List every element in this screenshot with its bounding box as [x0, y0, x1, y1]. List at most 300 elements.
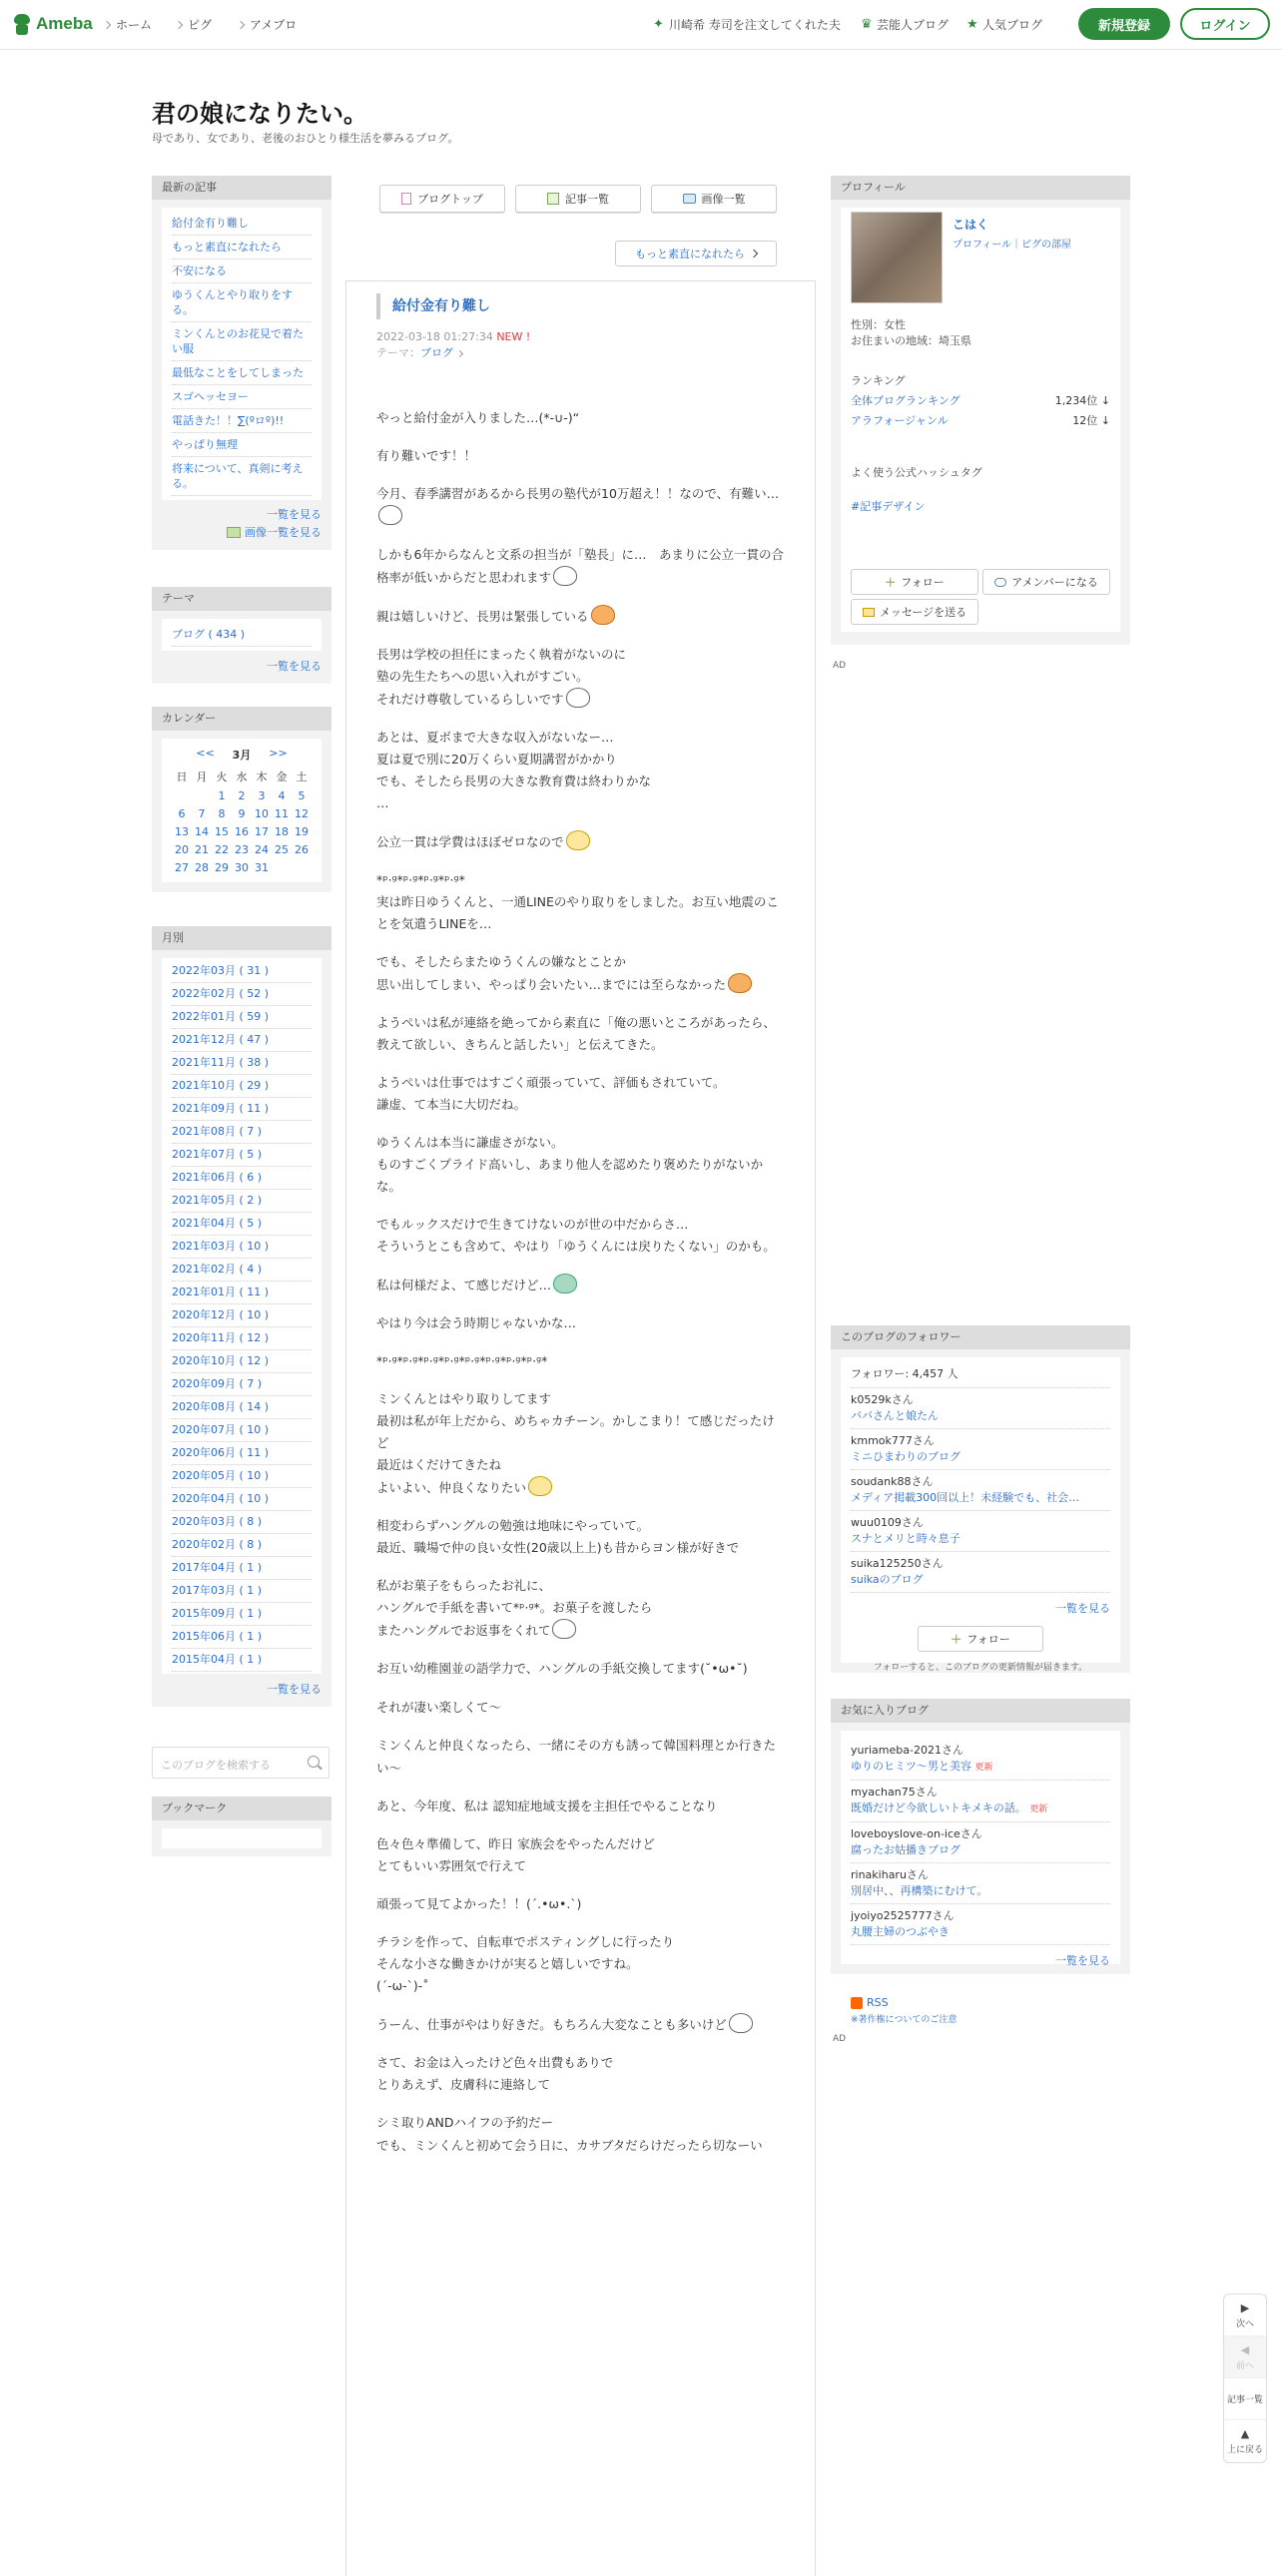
- next-article-button[interactable]: [615, 241, 777, 266]
- logo-text: Ameba: [36, 14, 93, 33]
- message-label: メッセージを送る: [879, 606, 967, 619]
- month-archive-link[interactable]: 2021年07月 ( 5 ): [172, 1144, 312, 1167]
- article: [345, 280, 816, 2576]
- month-archive-link[interactable]: 2020年02月 ( 8 ): [172, 1534, 312, 1557]
- profile-sex: 性別：女性: [851, 318, 906, 331]
- article-paragraph: [376, 407, 785, 429]
- next-article-label: もっと素直になれたら: [635, 248, 745, 260]
- favorite-item: [851, 1904, 1110, 1945]
- follower-user: suika125250さん: [851, 1557, 944, 1570]
- nav-home[interactable]: [104, 16, 152, 33]
- image-list-label: 画像一覧を見る: [245, 526, 321, 539]
- emoji-icon: [403, 1757, 417, 1777]
- profile-area: お住まいの地域：埼玉県: [851, 334, 971, 347]
- month-archive-link[interactable]: 2020年10月 ( 12 ): [172, 1350, 312, 1373]
- nav-pigg-label: ピグ: [188, 18, 213, 32]
- calendar-day[interactable]: 11: [275, 807, 289, 820]
- favorite-blog-link[interactable]: ゆりのヒミツ〜男と美容: [851, 1760, 971, 1773]
- camera-icon: [683, 194, 696, 204]
- follower-list: [851, 1388, 1110, 1593]
- month-archive-link[interactable]: 2021年08月 ( 7 ): [172, 1121, 312, 1144]
- paragraph-text: あとは、夏ボまで大きな収入がないなー… 夏は夏で別に20万くらい夏期講習がかかり でも、そしたら長男の大きな教育費は終わりかな …: [376, 730, 652, 810]
- recent-post-link[interactable]: もっと素直になれたら: [172, 236, 312, 259]
- follow-note: フォローすると、このブログの更新情報が届きます。: [873, 1663, 1088, 1673]
- image-list-link[interactable]: [162, 522, 321, 540]
- rank-genre-value: 12位 ↓: [1072, 414, 1110, 427]
- profile-box: [831, 176, 1130, 645]
- article-theme-link[interactable]: ブログ: [420, 346, 453, 359]
- updated-badge: 更新: [974, 1763, 993, 1773]
- article-list-shortcut[interactable]: [1224, 2378, 1266, 2420]
- paragraph-text: お互い幼稚園並の語学力で、ハングルの手紙交換してます(˘•ω•˘): [376, 1661, 748, 1676]
- global-header: [0, 0, 1282, 50]
- profile-follow-button[interactable]: [851, 569, 978, 595]
- favorite-blog-link[interactable]: 既婚だけど今欲しいトキメキの話。: [851, 1802, 1026, 1814]
- paragraph-text: ゆうくんは本当に謙虚さがない。 ものすごくプライド高いし、あまり他人を認めたり褒めたりがないかな。: [376, 1135, 764, 1194]
- calendar-day[interactable]: 17: [255, 825, 269, 838]
- paragraph-text: ようぺいは仕事ではすごく頑張っていて、評価もされていて。 謙虚、て本当に大切だね。: [376, 1075, 726, 1112]
- celeb-blog-label: 芸能人ブログ: [877, 18, 950, 32]
- back-icon: ◀: [1240, 2342, 1250, 2356]
- nav-ameblo-label: アメブロ: [250, 18, 298, 32]
- paragraph-text: ようぺいは私が連絡を絶ってから素直に「俺の悪いところがあったら、教えて欲しい、きちんと話したい」と伝えてきた。: [376, 1015, 776, 1052]
- rss-label: RSS: [867, 1996, 889, 2009]
- paragraph-text: 長男は学校の担任にまったく執着がないのに 塾の先生たちへの思い入れがすごい。 それだけ尊敬しているらしいです: [376, 647, 627, 707]
- recent-post-link[interactable]: 将来について、真剣に考える。: [172, 457, 312, 496]
- recent-post-link[interactable]: やっぱり無理: [172, 433, 312, 457]
- emoji-icon: [378, 505, 402, 525]
- favorites-heading: お気に入りブログ: [831, 1699, 1130, 1723]
- paragraph-text: それが凄い楽しくて〜: [376, 1700, 502, 1715]
- amember-icon: [994, 578, 1006, 587]
- emoji-icon: [566, 830, 590, 850]
- calendar-day[interactable]: 23: [235, 843, 249, 856]
- paragraph-text: ミンくんとはやり取りしてます 最初は私が年上だから、めちゃカチーン。かしこまり！て感じだったけど 最近はくだけてきたね よいよい、仲良くなりたい: [376, 1391, 775, 1495]
- article-paragraph: [376, 1735, 785, 1780]
- calendar-day[interactable]: 20: [175, 843, 189, 856]
- paragraph-text: 親は嬉しいけど、長男は緊張している: [376, 609, 589, 624]
- month-archive-link[interactable]: 2022年03月 ( 31 ): [172, 960, 312, 983]
- play-icon: ▶: [1240, 2301, 1250, 2315]
- month-archive-link[interactable]: 2021年06月 ( 6 ): [172, 1167, 312, 1190]
- article-paragraph: [376, 1274, 785, 1296]
- calendar-next[interactable]: >>: [269, 747, 288, 760]
- month-archive-link[interactable]: 2020年11月 ( 12 ): [172, 1327, 312, 1350]
- next-post-button[interactable]: [1224, 2295, 1266, 2336]
- rank-overall: [851, 391, 1110, 411]
- calendar-day[interactable]: 4: [278, 789, 286, 802]
- paragraph-text: 相変わらずハングルの勉強は地味にやっていて。 最近、職場で仲の良い女性(20歳以上上)も昔からヨン様が好きで: [376, 1518, 740, 1555]
- chevron-right-icon: [175, 20, 183, 28]
- follow-label: フォロー: [901, 576, 945, 589]
- paragraph-text: しかも6年からなんと文系の担当が「塾長」に… あまりに公立一貫の合格率が低いからだと思われます: [376, 547, 784, 585]
- nav-home-label: ホーム: [116, 18, 153, 32]
- calendar-day[interactable]: 12: [295, 807, 309, 820]
- nav-ameblo[interactable]: [238, 16, 297, 33]
- favorite-user: loveboyslove-on-iceさん: [851, 1827, 982, 1840]
- calendar-prev[interactable]: <<: [196, 747, 215, 760]
- recent-post-link[interactable]: ミンくんとのお花見で着たい服: [172, 322, 312, 361]
- article-paragraph: [376, 2013, 785, 2036]
- hashtag-link[interactable]: #記事デザイン: [851, 500, 926, 513]
- favorite-blog-link[interactable]: 丸腰主婦のつぶやき: [851, 1925, 950, 1938]
- plus-icon: ＋: [885, 576, 897, 589]
- month-archive-link[interactable]: 2021年05月 ( 2 ): [172, 1190, 312, 1213]
- calendar-day[interactable]: 9: [238, 807, 246, 820]
- month-archive-link[interactable]: 2021年03月 ( 10 ): [172, 1236, 312, 1259]
- article-paragraph: [376, 1696, 785, 1719]
- paragraph-text: 頑張って見てよかった！！(´.•ω•.`): [376, 1896, 582, 1911]
- calendar-day[interactable]: 7: [198, 807, 206, 820]
- article-paragraph: [376, 544, 785, 589]
- paragraph-text: *ᵖ·ᵍ*ᵖ·ᵍ*ᵖ·ᵍ*ᵖ·ᵍ* 実は昨日ゆうくんと、一通LINEのやり取りをしました。お互い地震のことを気遣うLINEを…: [376, 872, 779, 931]
- follower-item: [851, 1429, 1110, 1470]
- favorite-user: yuriameba-2021さん: [851, 1744, 963, 1757]
- paragraph-text: 私がお菓子をもらったお礼に、 ハングルで手紙を書いて*ᵖ·ᵍ*。お菓子を渡したら またハングルでお返事をくれて: [376, 1578, 653, 1638]
- favorite-blog-link[interactable]: 別居中、、再構築にむけて。: [851, 1884, 988, 1897]
- list-label: 記事一覧: [1226, 2395, 1263, 2405]
- article-paragraph: [376, 1012, 785, 1056]
- sparkle-icon: ✦: [653, 16, 664, 32]
- calendar-day[interactable]: 30: [235, 861, 249, 874]
- up-arrow-icon: ▲: [1240, 2427, 1250, 2440]
- month-archive-link[interactable]: 2020年03月 ( 8 ): [172, 1511, 312, 1534]
- trend-link-label: 川崎希 寿司を注文してくれた夫: [669, 18, 841, 32]
- prev-post-button[interactable]: [1224, 2336, 1266, 2378]
- calendar-day[interactable]: 21: [195, 843, 209, 856]
- theme-item[interactable]: ブログ ( 434 ): [172, 623, 312, 647]
- list-icon: [547, 193, 559, 205]
- article-paragraph: [376, 605, 785, 628]
- follow-button-label: フォロー: [966, 1633, 1010, 1646]
- emoji-icon: [728, 973, 752, 993]
- calendar-weekday: 土: [296, 771, 308, 783]
- calendar-day[interactable]: 24: [255, 843, 269, 856]
- calendar-weekday: 金: [276, 771, 288, 783]
- calendar-weekday: 火: [216, 771, 228, 783]
- rss-link[interactable]: [851, 1996, 889, 2009]
- follower-count: フォロワー: 4,457 人: [851, 1365, 1110, 1388]
- calendar-day[interactable]: 19: [295, 825, 309, 838]
- recent-post-link[interactable]: スゴヘッセヨー: [172, 385, 312, 409]
- follower-blog-link[interactable]: ミニひまわりのブログ: [851, 1450, 961, 1463]
- month-archive-link[interactable]: 2015年09月 ( 1 ): [172, 1603, 312, 1626]
- paragraph-text: でもルックスだけで生きてけないのが世の中だからさ… そういうとこも含めて、やはり「ゆうくんには戻りたくない」のかも。: [376, 1217, 776, 1254]
- favorite-item: [851, 1781, 1110, 1822]
- article-body: [376, 407, 785, 2157]
- favorites-list: [851, 1739, 1110, 1945]
- paragraph-text: ミンくんと仲良くなったら、一緒にその方も誘って韓国料理とか行きたい〜: [376, 1738, 777, 1776]
- bookmark-box: [152, 1797, 331, 1856]
- favorite-item: [851, 1822, 1110, 1863]
- ranking-heading: ランキング: [851, 374, 906, 387]
- paragraph-text: あと、今年度、私は 認知症地域支援を主担任でやることなり: [376, 1799, 718, 1813]
- frog-logo-icon: [12, 12, 32, 36]
- prev-label: 前へ: [1235, 2360, 1254, 2371]
- favorite-blog-row: [851, 1883, 1110, 1899]
- calendar-day[interactable]: 13: [175, 825, 189, 838]
- follower-blog-link[interactable]: メディア掲載300回以上！未経験でも、社会…: [851, 1491, 1080, 1504]
- followers-more-link[interactable]: 一覧を見る: [1055, 1602, 1110, 1615]
- follower-blog-link[interactable]: ババさんと娘たん: [851, 1409, 939, 1422]
- article-paragraph: [376, 1658, 785, 1680]
- article-date: 2022-03-18 01:27:34: [376, 330, 493, 343]
- monthly-list: [162, 958, 321, 1674]
- recent-post-link[interactable]: 不安になる: [172, 259, 312, 283]
- blog-search-input[interactable]: このブログを検索する: [152, 1747, 329, 1779]
- trend-link[interactable]: [653, 16, 841, 33]
- article-paragraph: [376, 1214, 785, 1258]
- article-paragraph: [376, 1515, 785, 1559]
- blog-title[interactable]: 君の娘になりたい。: [152, 100, 367, 128]
- month-archive-link[interactable]: 2020年12月 ( 10 ): [172, 1304, 312, 1327]
- article-paragraph: [376, 2112, 785, 2157]
- calendar-day[interactable]: 22: [215, 843, 229, 856]
- calendar-day[interactable]: 5: [298, 789, 306, 802]
- nav-pigg[interactable]: [176, 16, 212, 33]
- envelope-icon: [863, 608, 875, 617]
- favorite-blog-row: [851, 1842, 1110, 1858]
- month-archive-link[interactable]: 2020年07月 ( 10 ): [172, 1419, 312, 1442]
- month-archive-link[interactable]: 2015年04月 ( 1 ): [172, 1649, 312, 1672]
- month-archive-link[interactable]: 2017年03月 ( 1 ): [172, 1580, 312, 1603]
- ameba-logo[interactable]: [12, 12, 93, 36]
- favorites-box: [831, 1699, 1130, 1974]
- favorite-item: [851, 1863, 1110, 1904]
- rank-overall-link[interactable]: 全体ブログランキング: [851, 394, 961, 407]
- paragraph-text: 公立一貫は学費はほぼゼロなので: [376, 834, 564, 849]
- monthly-archive-box: [152, 926, 331, 1707]
- theme-box: [152, 587, 331, 684]
- calendar-day[interactable]: 16: [235, 825, 249, 838]
- image-icon: [227, 527, 241, 538]
- favorite-blog-row: [851, 1759, 1110, 1776]
- calendar-day[interactable]: 14: [195, 825, 209, 838]
- recent-post-link[interactable]: ゆうくんとやり取りをする。: [172, 283, 312, 322]
- paragraph-text: やはり今は会う時期じゃないかな…: [376, 1315, 577, 1330]
- profile-name[interactable]: こはく: [953, 218, 989, 232]
- month-archive-link[interactable]: 2021年02月 ( 4 ): [172, 1259, 312, 1282]
- calendar-day[interactable]: 25: [275, 843, 289, 856]
- article-paragraph: [376, 727, 785, 814]
- calendar-day[interactable]: 2: [238, 789, 246, 802]
- calendar-day: [172, 789, 192, 802]
- article-paragraph: [376, 951, 785, 996]
- calendar-day[interactable]: 27: [175, 861, 189, 874]
- calendar-day[interactable]: 6: [178, 807, 186, 820]
- article-paragraph: [376, 1388, 785, 1499]
- paragraph-text: でも、そしたらまたゆうくんの嫌なとことか 思い出してしまい、やっぱり会いたい…までには至らなかった: [376, 954, 727, 992]
- paragraph-text: *ᵖ·ᵍ*ᵖ·ᵍ*ᵖ·ᵍ*ᵖ·ᵍ*ᵖ·ᵍ*ᵖ·ᵍ*ᵖ·ᵍ*ᵖ·ᵍ*: [376, 1353, 548, 1368]
- ad-label-2: AD: [833, 2034, 847, 2044]
- calendar-day[interactable]: 10: [255, 807, 269, 820]
- crown-icon: ♛: [861, 16, 873, 32]
- article-title[interactable]: 給付金有り難し: [376, 293, 785, 319]
- calendar-day[interactable]: 18: [275, 825, 289, 838]
- recent-post-link[interactable]: 電話きた！！∑(ºロº)!!: [172, 409, 312, 433]
- article-meta: [376, 329, 785, 361]
- bookmark-content: [162, 1828, 321, 1848]
- star-icon: ★: [966, 16, 978, 32]
- book-icon: [401, 193, 411, 205]
- amember-button[interactable]: [982, 569, 1110, 595]
- profile-heading: プロフィール: [831, 176, 1130, 200]
- chevron-right-icon: [103, 20, 111, 28]
- month-archive-link[interactable]: 2021年01月 ( 11 ): [172, 1282, 312, 1304]
- month-archive-link[interactable]: 2022年02月 ( 52 ): [172, 983, 312, 1006]
- follower-blog-link[interactable]: suikaのブログ: [851, 1573, 924, 1586]
- calendar-day[interactable]: 1: [218, 789, 226, 802]
- follower-item: [851, 1511, 1110, 1552]
- month-archive-link[interactable]: 2021年12月 ( 47 ): [172, 1029, 312, 1052]
- favorites-more-link[interactable]: 一覧を見る: [1055, 1954, 1110, 1967]
- article-paragraph: [376, 1931, 785, 1997]
- follower-user: kmmok777さん: [851, 1434, 935, 1447]
- popular-blog-label: 人気ブログ: [982, 18, 1043, 32]
- rank-genre-link[interactable]: アラフォージャンル: [851, 414, 949, 427]
- emoji-icon: [553, 566, 577, 586]
- recent-more-link[interactable]: 一覧を見る: [267, 508, 321, 521]
- month-archive-link[interactable]: 2020年09月 ( 7 ): [172, 1373, 312, 1396]
- follower-user: wuu0109さん: [851, 1516, 924, 1529]
- month-archive-link[interactable]: 2020年04月 ( 10 ): [172, 1488, 312, 1511]
- article-paragraph: [376, 1575, 785, 1642]
- follower-user: soudank88さん: [851, 1475, 934, 1488]
- article-paragraph: [376, 1072, 785, 1116]
- popular-blog-link[interactable]: [966, 16, 1042, 33]
- favorite-item: [851, 1739, 1110, 1781]
- chevron-right-icon: [750, 250, 758, 258]
- image-list-button[interactable]: [651, 185, 777, 213]
- blog-description: 母であり、女であり、老後のおひとり様生活を夢みるブログ。: [152, 132, 459, 145]
- profile-links[interactable]: プロフィール｜ピグの部屋: [953, 240, 1071, 251]
- calendar-day[interactable]: 3: [258, 789, 266, 802]
- recent-posts-heading: 最新の記事: [152, 176, 331, 200]
- recent-post-link[interactable]: 最低なことをしてしまった: [172, 361, 312, 385]
- calendar-day[interactable]: 28: [195, 861, 209, 874]
- recent-posts-box: [152, 176, 331, 550]
- month-archive-link[interactable]: 2020年08月 ( 14 ): [172, 1396, 312, 1419]
- paragraph-text: チラシを作って、自転車でポスティングしに行ったり そんな小さな働きかけが実ると嬉しいですね。 (´-ω-`)-˚: [376, 1934, 675, 1993]
- calendar-day[interactable]: 31: [255, 861, 269, 874]
- article-paragraph: [376, 869, 785, 935]
- follower-user: k0529kさん: [851, 1393, 914, 1406]
- copyright-note-link[interactable]: ※著作権についてのご注意: [851, 2015, 958, 2025]
- login-button[interactable]: ログイン: [1180, 8, 1270, 40]
- theme-heading: テーマ: [152, 587, 331, 611]
- article-paragraph: [376, 1893, 785, 1915]
- favorite-blog-row: [851, 1924, 1110, 1940]
- rank-overall-value: 1,234位 ↓: [1054, 394, 1110, 407]
- calendar-nav: [172, 747, 312, 763]
- favorite-blog-row: [851, 1801, 1110, 1817]
- follow-button[interactable]: [918, 1626, 1043, 1652]
- monthly-more-link[interactable]: 一覧を見る: [267, 1683, 321, 1696]
- celeb-blog-link[interactable]: [861, 16, 949, 33]
- paragraph-text: 今月、春季講習があるから長男の塾代が10万超え！！なので、有難い…: [376, 486, 780, 501]
- article-paragraph: [376, 483, 785, 528]
- updated-badge: 更新: [1029, 1804, 1048, 1814]
- recent-post-link[interactable]: 給付金有り難し: [172, 212, 312, 236]
- month-archive-link[interactable]: 2021年11月 ( 38 ): [172, 1052, 312, 1075]
- rank-genre: [851, 411, 1110, 431]
- new-badge: NEW !: [496, 330, 531, 343]
- calendar-day[interactable]: 26: [295, 843, 309, 856]
- follower-blog-link[interactable]: スナとメリと時々息子: [851, 1532, 961, 1545]
- emoji-icon: [591, 605, 615, 625]
- calendar-grid: [172, 769, 312, 874]
- paragraph-text: シミ取りANDハイフの予約だー でも、ミンくんと初めて会う日に、カサブタだらけだったら切なーい: [376, 2115, 763, 2153]
- month-archive-link[interactable]: 2021年04月 ( 5 ): [172, 1213, 312, 1236]
- follower-item: [851, 1552, 1110, 1593]
- emoji-icon: [528, 1476, 552, 1496]
- favorite-user: jyoiyo2525777さん: [851, 1909, 955, 1922]
- calendar-day[interactable]: 15: [215, 825, 229, 838]
- hashtag-heading: よく使う公式ハッシュタグ: [851, 466, 982, 479]
- follower-item: [851, 1388, 1110, 1429]
- plus-icon: ＋: [951, 1633, 962, 1646]
- emoji-icon: [765, 2134, 779, 2154]
- favorite-blog-link[interactable]: 腐ったお姑播きブログ: [851, 1843, 961, 1856]
- article-paragraph: [376, 1350, 785, 1372]
- article-paragraph: [376, 644, 785, 711]
- paragraph-text: 色々色々準備して、昨日 家族会をやったんだけど とてもいい雰囲気で行えて: [376, 1836, 655, 1873]
- calendar-box: [152, 707, 331, 892]
- floating-nav: [1223, 2294, 1267, 2463]
- article-paragraph: [376, 1312, 785, 1334]
- followers-box: [831, 1325, 1130, 1673]
- image-list-button-label: 画像一覧: [701, 193, 746, 206]
- emoji-icon: [552, 1619, 576, 1639]
- calendar-day[interactable]: 29: [215, 861, 229, 874]
- profile-avatar[interactable]: [851, 212, 943, 303]
- article-paragraph: [376, 830, 785, 853]
- recent-posts-list: [162, 208, 321, 500]
- back-to-top-button[interactable]: [1224, 2420, 1266, 2462]
- month-archive-link[interactable]: 2017年04月 ( 1 ): [172, 1557, 312, 1580]
- monthly-heading: 月別: [152, 926, 331, 950]
- article-list-button[interactable]: [515, 185, 641, 213]
- emoji-icon: [566, 688, 590, 708]
- article-paragraph: [376, 445, 785, 467]
- article-list-label: 記事一覧: [565, 193, 609, 206]
- paragraph-text: 有り難いです！！: [376, 448, 477, 463]
- calendar-weekday: 木: [256, 771, 268, 783]
- calendar-day[interactable]: 8: [218, 807, 226, 820]
- month-archive-link[interactable]: 2020年06月 ( 11 ): [172, 1442, 312, 1465]
- emoji-icon: [553, 1274, 577, 1293]
- month-archive-link[interactable]: 2021年09月 ( 11 ): [172, 1098, 312, 1121]
- month-archive-link[interactable]: 2022年01月 ( 59 ): [172, 1006, 312, 1029]
- register-button[interactable]: 新規登録: [1078, 8, 1170, 40]
- article-paragraph: [376, 1796, 785, 1817]
- follower-item: [851, 1470, 1110, 1511]
- blog-top-button[interactable]: [379, 185, 505, 213]
- paragraph-text: さて、お金は入ったけど色々出費もありで とりあえず、皮膚科に連絡して: [376, 2055, 614, 2092]
- month-archive-link[interactable]: 2015年06月 ( 1 ): [172, 1626, 312, 1649]
- followers-heading: このブログのフォロワー: [831, 1325, 1130, 1349]
- chevron-right-icon: [237, 20, 245, 28]
- paragraph-text: やっと給付金が入りました…(*-∪-)“: [376, 410, 580, 425]
- article-paragraph: [376, 1132, 785, 1198]
- theme-more-link[interactable]: 一覧を見る: [267, 660, 321, 673]
- month-archive-link[interactable]: 2020年05月 ( 10 ): [172, 1465, 312, 1488]
- search-icon[interactable]: [308, 1756, 320, 1768]
- chevron-right-icon: [455, 350, 462, 357]
- month-archive-link[interactable]: 2021年10月 ( 29 ): [172, 1075, 312, 1098]
- message-button[interactable]: [851, 599, 978, 625]
- next-label: 次へ: [1235, 2318, 1254, 2329]
